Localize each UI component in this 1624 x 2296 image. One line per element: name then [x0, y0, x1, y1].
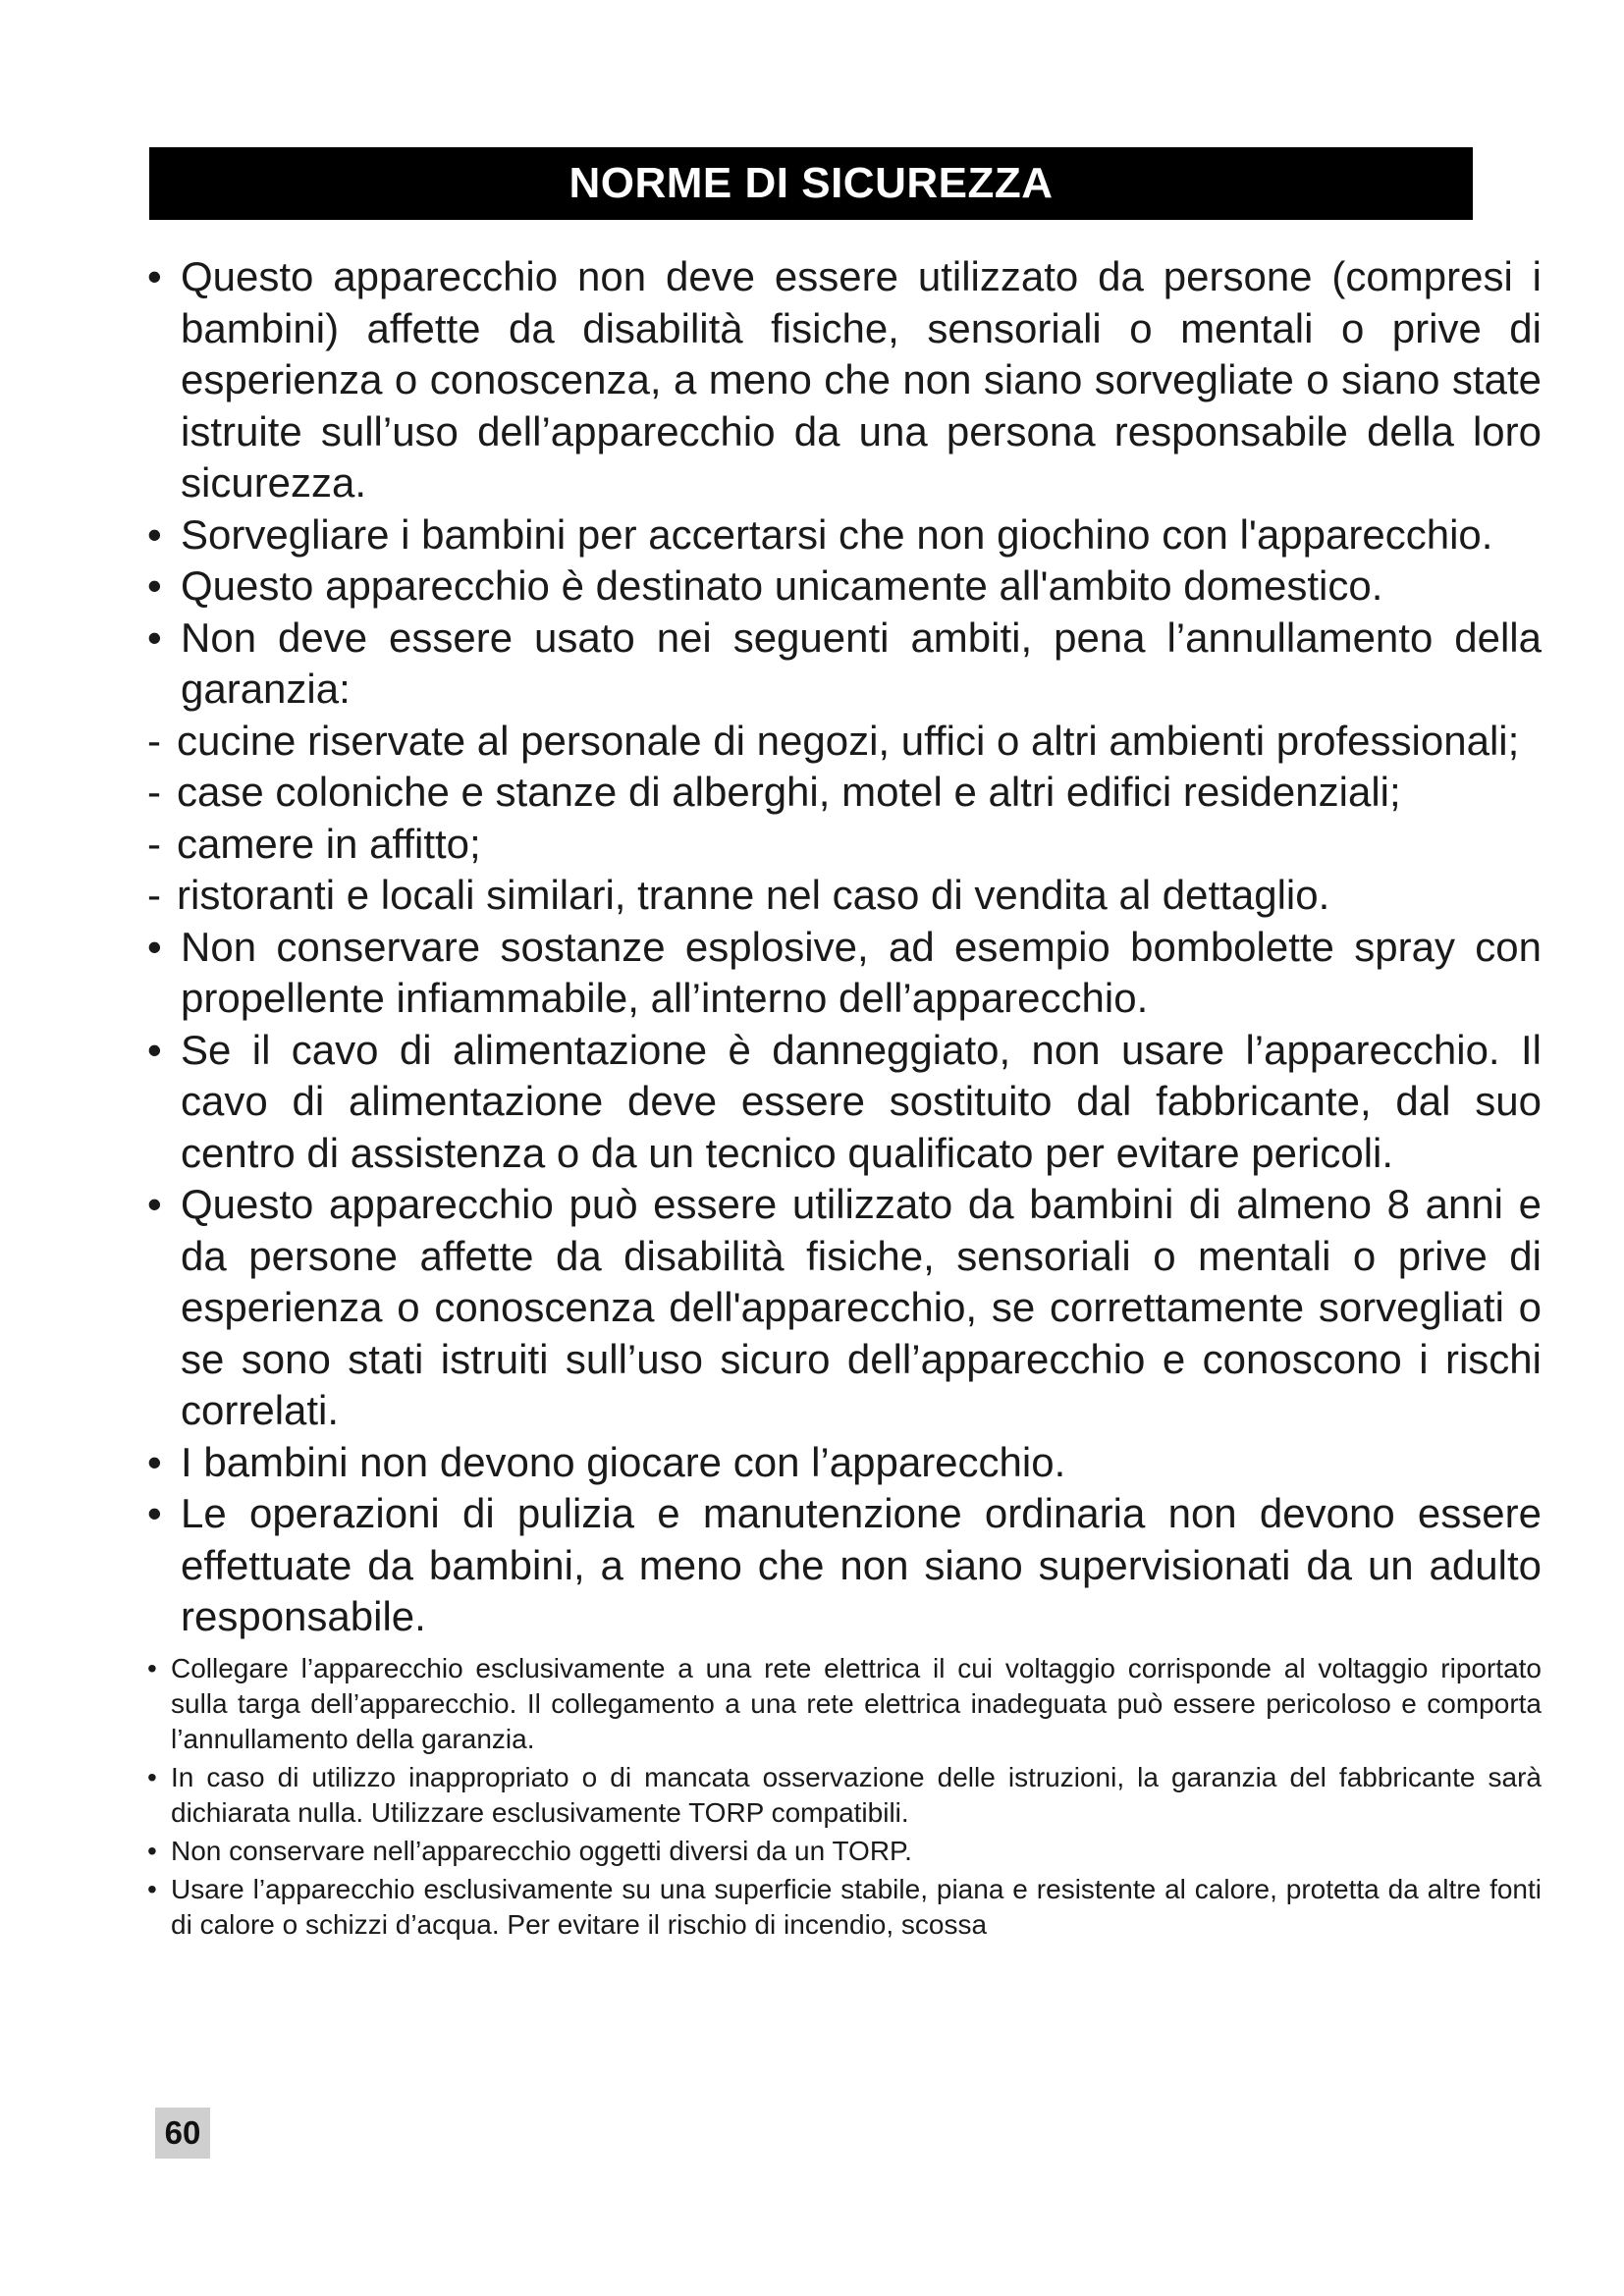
list-item-text: Collegare l’apparecchio esclusivamente a una rete elettrica il cui voltaggio corrisponde al voltaggio riportato sulla targa dell’apparecchio. Il collegamento a una rete elettrica inadeguata può essere pericoloso e comporta l’annullamento della garanzia. [171, 1652, 1542, 1754]
bullet-marker: • [147, 510, 162, 558]
list-item-text: ristoranti e locali similari, tranne nel caso di vendita al dettaglio. [177, 872, 1330, 918]
list-item-text: Questo apparecchio non deve essere utilizzato da persone (compresi i bambini) affette da disabilità fisiche, sensoriali o mentali o prive di esperienza o conoscenza, a meno che non siano sorvegliate o siano state istruite sull’uso dell’apparecchio da una persona responsabile della loro sicurezza. [181, 253, 1542, 506]
bullet-marker: • [147, 1438, 162, 1485]
small-list-item [147, 1834, 1542, 1869]
dash-marker: - [147, 872, 161, 918]
bullet-marker: • [147, 1490, 162, 1536]
list-item [147, 1437, 1542, 1489]
list-item-text: case coloniche e stanze di alberghi, motel e altri edifici residenziali; [177, 769, 1401, 815]
list-item-text: Non conservare nell’apparecchio oggetti diversi da un TORP. [171, 1835, 912, 1866]
list-item [147, 251, 1542, 509]
bullet-marker: • [147, 614, 162, 661]
list-item-text: camere in affitto; [177, 820, 481, 867]
list-item-text: Non deve essere usato nei seguenti ambiti, pena l’annullamento della garanzia: [181, 614, 1542, 712]
section-title: NORME DI SICUREZZA [149, 147, 1473, 220]
bullet-marker: • [147, 1873, 157, 1904]
list-item [147, 1488, 1542, 1643]
page-number: 60 [155, 2108, 210, 2159]
bullet-marker: • [147, 923, 162, 970]
small-list-item [147, 1872, 1542, 1943]
sub-list-item [147, 870, 1542, 922]
sub-list-item [147, 767, 1542, 819]
list-item [147, 561, 1542, 613]
small-list-item [147, 1760, 1542, 1831]
dash-marker: - [147, 820, 161, 867]
list-item [147, 922, 1542, 1025]
list-item-text: Usare l’apparecchio esclusivamente su una superficie stabile, piana e resistente al calore, protetta da altre fonti di calore o schizzi d’acqua. Per evitare il rischio di incendio, scossa [171, 1873, 1542, 1940]
list-item [147, 613, 1542, 716]
safety-rules-list [147, 251, 1542, 1943]
sub-list-item [147, 819, 1542, 871]
list-item-text: Questo apparecchio può essere utilizzato da bambini di almeno 8 anni e da persone affette da disabilità fisiche, sensoriali o mentali o prive di esperienza o conoscenza dell'apparecchio, se correttamente sorvegliati o se sono stati istruiti sull’uso sicuro dell’apparecchio e conoscono i rischi correlati. [181, 1181, 1542, 1433]
bullet-marker: • [147, 1761, 157, 1792]
sub-list-item [147, 716, 1542, 768]
list-item [147, 509, 1542, 561]
bullet-marker: • [147, 253, 162, 299]
bullet-marker: • [147, 1181, 162, 1227]
list-item-text: In caso di utilizzo inappropriato o di mancata osservazione delle istruzioni, la garanzia del fabbricante sarà dichiarata nulla. Utilizzare esclusivamente TORP compatibili. [171, 1761, 1542, 1828]
small-list-item [147, 1651, 1542, 1757]
list-item-text: I bambini non devono giocare con l’apparecchio. [181, 1438, 1066, 1485]
dash-marker: - [147, 769, 161, 815]
bullet-marker: • [147, 1026, 162, 1073]
bullet-marker: • [147, 1835, 157, 1866]
bullet-marker: • [147, 1652, 157, 1683]
list-item [147, 1025, 1542, 1180]
dash-marker: - [147, 717, 161, 764]
list-item-text: Sorvegliare i bambini per accertarsi che non giochino con l'apparecchio. [181, 510, 1493, 558]
list-item-text: Le operazioni di pulizia e manutenzione ordinaria non devono essere effettuate da bambini, a meno che non siano supervisionati da un adulto responsabile. [181, 1490, 1542, 1639]
list-item-text: cucine riservate al personale di negozi, uffici o altri ambienti professionali; [177, 717, 1520, 764]
bullet-marker: • [147, 562, 162, 609]
list-item-text: Questo apparecchio è destinato unicamente all'ambito domestico. [181, 562, 1383, 609]
list-item [147, 1179, 1542, 1437]
list-item-text: Se il cavo di alimentazione è danneggiato, non usare l’apparecchio. Il cavo di alimentazione deve essere sostituito dal fabbricante, dal suo centro di assistenza o da un tecnico qualificato per evitare pericoli. [181, 1026, 1542, 1176]
list-item-text: Non conservare sostanze esplosive, ad esempio bombolette spray con propellente infiammabile, all’interno dell’apparecchio. [181, 923, 1542, 1021]
